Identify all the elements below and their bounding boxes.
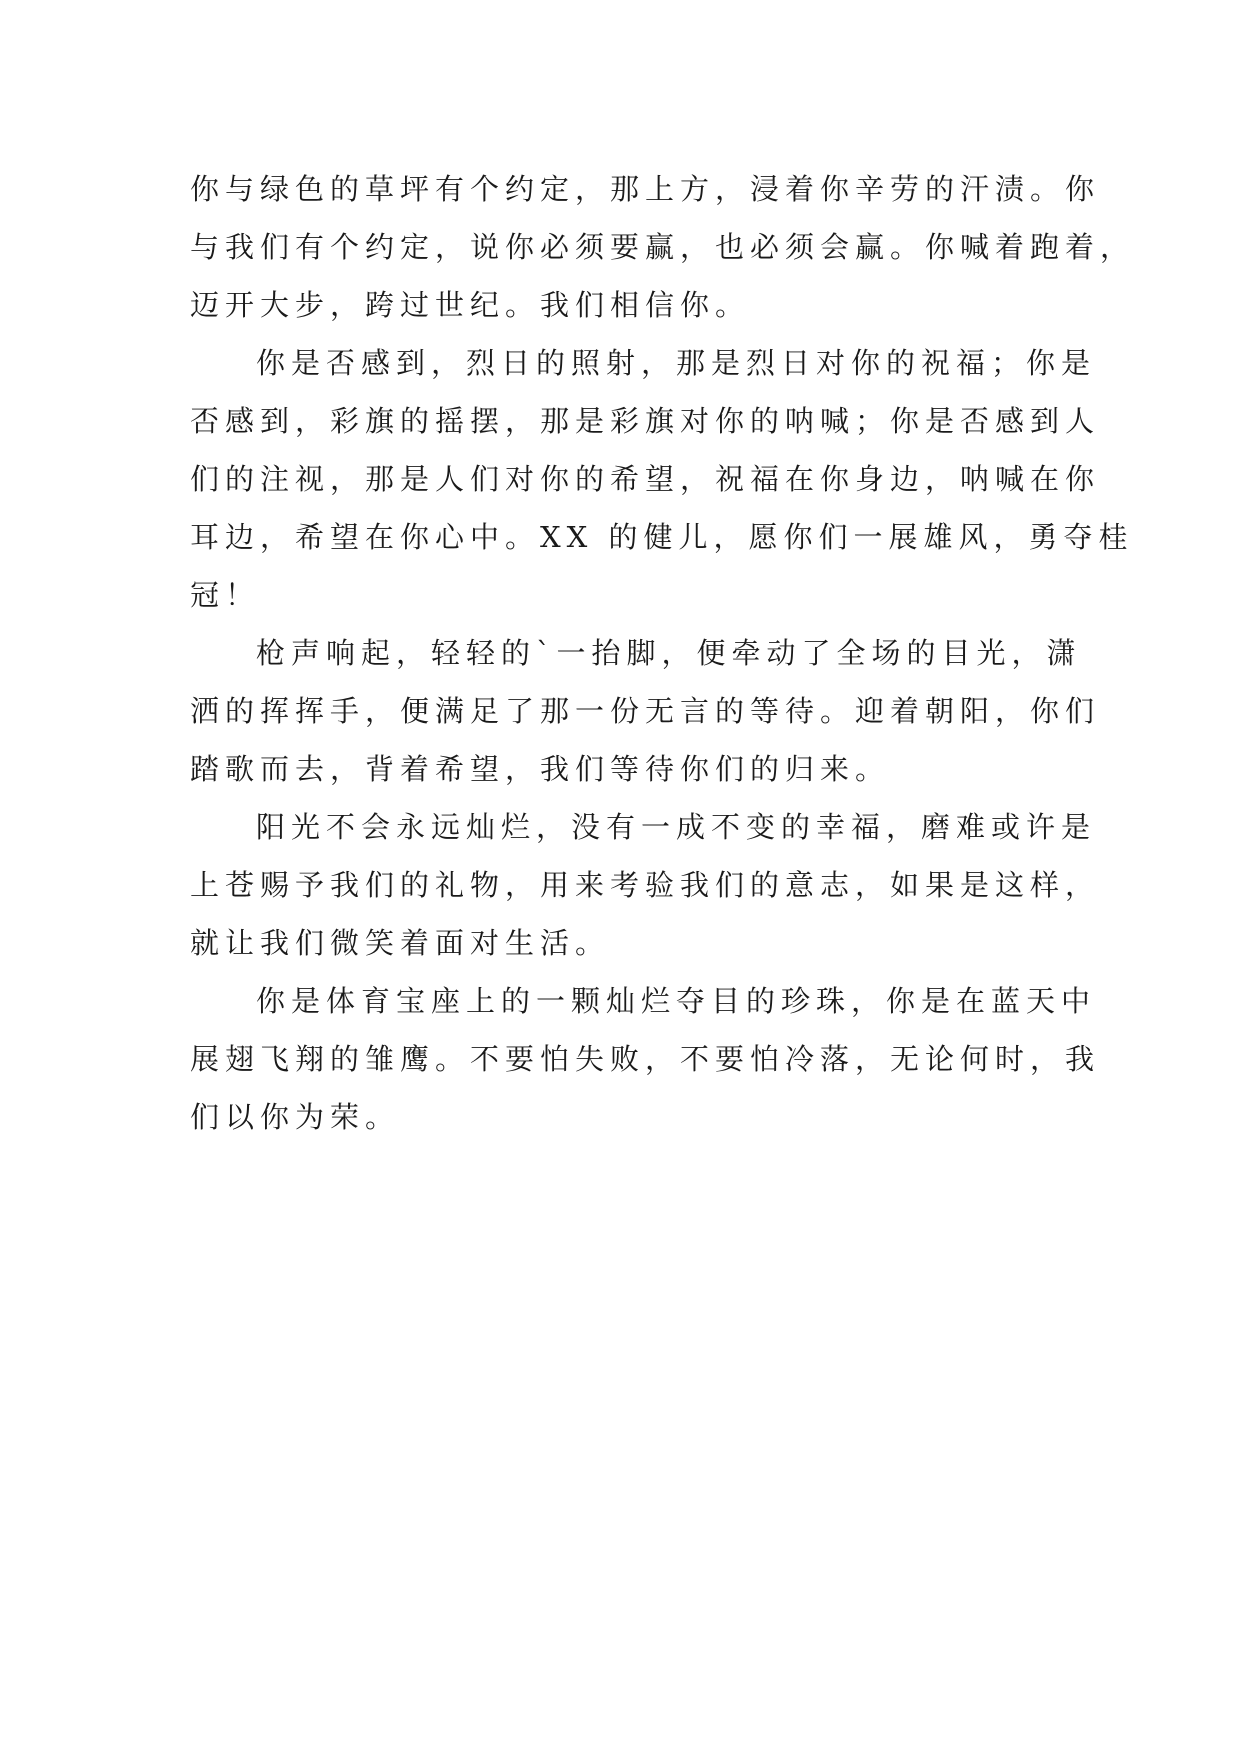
paragraph	[190, 624, 1101, 798]
text-line: 耳边，希望在你心中。XX 的健儿，愿你们一展雄风，勇夺桂	[190, 520, 1134, 554]
text-line: 否感到，彩旗的摇摆，那是彩旗对你的呐喊；你是否感到人	[190, 404, 1101, 438]
text-line: 们的注视，那是人们对你的希望，祝福在你身边，呐喊在你	[190, 462, 1101, 496]
paragraph	[190, 972, 1101, 1146]
text-line: 你是否感到，烈日的照射，那是烈日对你的祝福；你是	[256, 346, 1097, 380]
text-line: 你与绿色的草坪有个约定，那上方，浸着你辛劳的汗渍。你	[190, 172, 1101, 206]
text-line: 上苍赐予我们的礼物，用来考验我们的意志，如果是这样，	[190, 868, 1101, 902]
text-line: 枪声响起，轻轻的`一抬脚，便牵动了全场的目光，潇	[256, 636, 1082, 670]
text-line: 展翅飞翔的雏鹰。不要怕失败，不要怕冷落，无论何时，我	[190, 1042, 1101, 1076]
document-body	[190, 160, 1136, 1146]
paragraph	[190, 334, 1134, 624]
paragraph	[190, 798, 1101, 972]
text-line: 与我们有个约定，说你必须要赢，也必须会赢。你喊着跑着，	[190, 230, 1136, 264]
text-line: 就让我们微笑着面对生活。	[190, 926, 611, 960]
text-line: 阳光不会永远灿烂，没有一成不变的幸福，磨难或许是	[256, 810, 1097, 844]
text-line: 你是体育宝座上的一颗灿烂夺目的珍珠，你是在蓝天中	[256, 984, 1097, 1018]
text-line: 洒的挥挥手，便满足了那一份无言的等待。迎着朝阳，你们	[190, 694, 1101, 728]
text-line: 们以你为荣。	[190, 1100, 401, 1134]
paragraph	[190, 160, 1136, 334]
text-line: 踏歌而去，背着希望，我们等待你们的归来。	[190, 752, 891, 786]
text-line: 迈开大步，跨过世纪。我们相信你。	[190, 288, 751, 322]
text-line: 冠！	[190, 578, 261, 612]
